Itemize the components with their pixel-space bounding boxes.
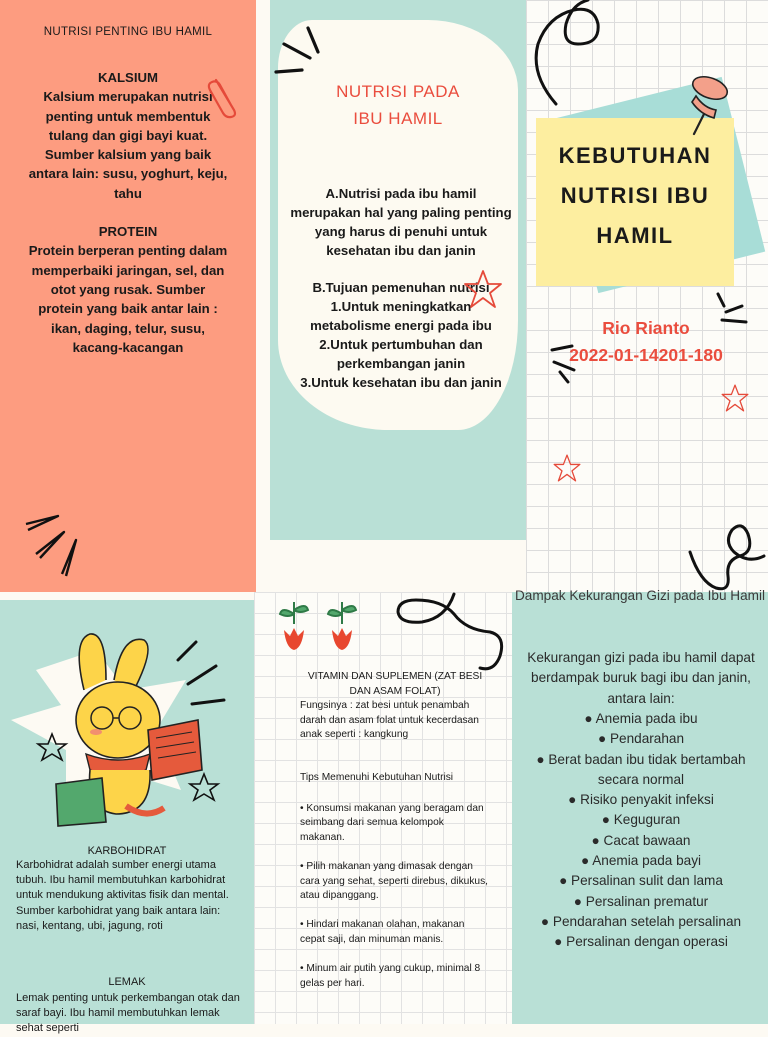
para-b-title: B.Tujuan pemenuhan nutrisi — [312, 280, 490, 295]
impact-list — [516, 709, 766, 953]
bunny-reading-illustration — [6, 620, 246, 835]
cover-title — [536, 136, 734, 256]
author-name: Rio Rianto — [602, 318, 690, 338]
dash-marks-icon — [272, 22, 330, 80]
list-item: ● Persalinan dengan operasi — [554, 934, 728, 950]
panel-header: NUTRISI PENTING IBU HAMIL — [43, 26, 213, 38]
tip-1: • Konsumsi makanan yang beragam dan seimbang dari semua kelompok makanan. — [300, 802, 484, 843]
title-line-1: KEBUTUHAN — [558, 143, 712, 168]
panel-body — [28, 68, 228, 376]
kalsium-title: KALSIUM — [97, 70, 159, 85]
lemak-text: Lemak penting untuk perkembangan otak dan saraf bayi. Ibu hamil membutuhkan lemak sehat seperti — [16, 992, 240, 1035]
pushpin-icon — [674, 66, 744, 138]
vitamin-text: Fungsinya : zat besi untuk penambah darah dan asam folat untuk kecerdasan anak seperti : kangkung — [300, 700, 479, 741]
panel-body — [300, 670, 490, 1006]
list-item: ● Persalinan sulit dan lama — [559, 873, 723, 889]
tip-4: • Minum air putih yang cukup, minimal 8 gelas per hari. — [300, 963, 481, 989]
list-item: ● Cacat bawaan — [591, 832, 691, 848]
list-item: ● Pendarahan setelah persalinan — [540, 913, 742, 929]
para-a: A.Nutrisi pada ibu hamil merupakan hal yang paling penting yang harus di penuhi untuk kesehatan ibu dan janin — [290, 186, 512, 258]
tip-2: • Pilih makanan yang dimasak dengan cara yang sehat, seperti direbus, dikukus, atau dipanggang. — [300, 860, 489, 902]
author-block — [556, 315, 736, 369]
b-item-1: 1.Untuk meningkatkan metabolisme energi pada ibu — [310, 299, 492, 333]
tip-3: • Hindari makanan olahan, makanan cepat saji, dan minuman manis. — [300, 919, 465, 945]
squiggle-icon — [526, 0, 616, 110]
dash-marks-icon — [548, 342, 582, 384]
panel-karbohidrat-lemak — [0, 600, 254, 1035]
protein-title: PROTEIN — [98, 224, 158, 240]
list-item: ● Keguguran — [601, 812, 681, 828]
title-line-2: IBU HAMIL — [353, 109, 443, 128]
panel-intro: Kekurangan gizi pada ibu hamil dapat berdampak buruk bagi ibu dan janin, antara lain: — [527, 650, 755, 706]
panel-nutrisi-penting — [0, 0, 256, 592]
karbohidrat-text: Karbohidrat adalah sumber energi utama tubuh. Ibu hamil membutuhkan karbohidrat untuk mendukung aktivitas fisik dan mental. Sumber karbohidrat yang baik antara lain: nasi, kentang, ubi, jagung, roti — [16, 859, 229, 932]
star-icon — [720, 382, 750, 414]
title-line-3: HAMIL — [596, 223, 674, 248]
dash-marks-icon — [20, 510, 90, 580]
karbohidrat-title: KARBOHIDRAT — [87, 845, 167, 857]
title-line-2: NUTRISI IBU — [560, 183, 710, 208]
title-line-1: NUTRISI PADA — [336, 82, 460, 101]
tips-title: Tips Memenuhi Kebutuhan Nutrisi — [300, 771, 454, 783]
lemak-title: LEMAK — [108, 976, 146, 988]
protein-text: Protein berperan penting dalam memperbaiki jaringan, sel, dan otot yang rusak. Sumber protein yang baik antar lain : ikan, daging, telur, susu, kacang-kacangan — [28, 243, 228, 355]
list-item: ● Berat badan ibu tidak bertambah secara normal — [536, 751, 746, 787]
panel-nutrisi-pada-ibu-hamil — [270, 0, 526, 540]
b-item-3: 3.Untuk kesehatan ibu dan janin — [300, 375, 502, 390]
star-icon — [552, 452, 582, 484]
kalsium-text: Kalsium merupakan nutrisi penting untuk membentuk tulang dan gigi bayi kuat. Sumber kalsium yang baik antara lain: susu, yoghurt, keju, tahu — [28, 89, 228, 201]
author-id: 2022-01-14201-180 — [569, 345, 723, 365]
list-item: ● Anemia pada ibu — [584, 711, 698, 726]
panel-title — [270, 78, 526, 132]
flower-icon — [276, 596, 372, 656]
list-item: ● Risiko penyakit infeksi — [568, 792, 714, 808]
list-item: ● Pendarahan — [597, 731, 685, 747]
panel-vitamin-tips — [254, 592, 512, 1024]
paperclip-icon — [206, 72, 242, 120]
squiggle-icon — [394, 592, 512, 674]
squiggle-icon — [686, 512, 768, 592]
list-item: ● Persalinan prematur — [573, 893, 709, 909]
panel-title: Dampak Kekurangan Gizi pada Ibu Hamil — [514, 588, 766, 603]
b-item-2: 2.Untuk pertumbuhan dan perkembangan janin — [319, 337, 483, 371]
panel-cover — [526, 0, 768, 592]
star-icon — [462, 268, 504, 310]
vitamin-title: VITAMIN DAN SUPLEMEN (ZAT BESI DAN ASAM FOLAT) — [307, 671, 483, 697]
panel-dampak-kekurangan-gizi — [512, 588, 768, 1024]
list-item: ● Anemia pada bayi — [580, 853, 702, 869]
